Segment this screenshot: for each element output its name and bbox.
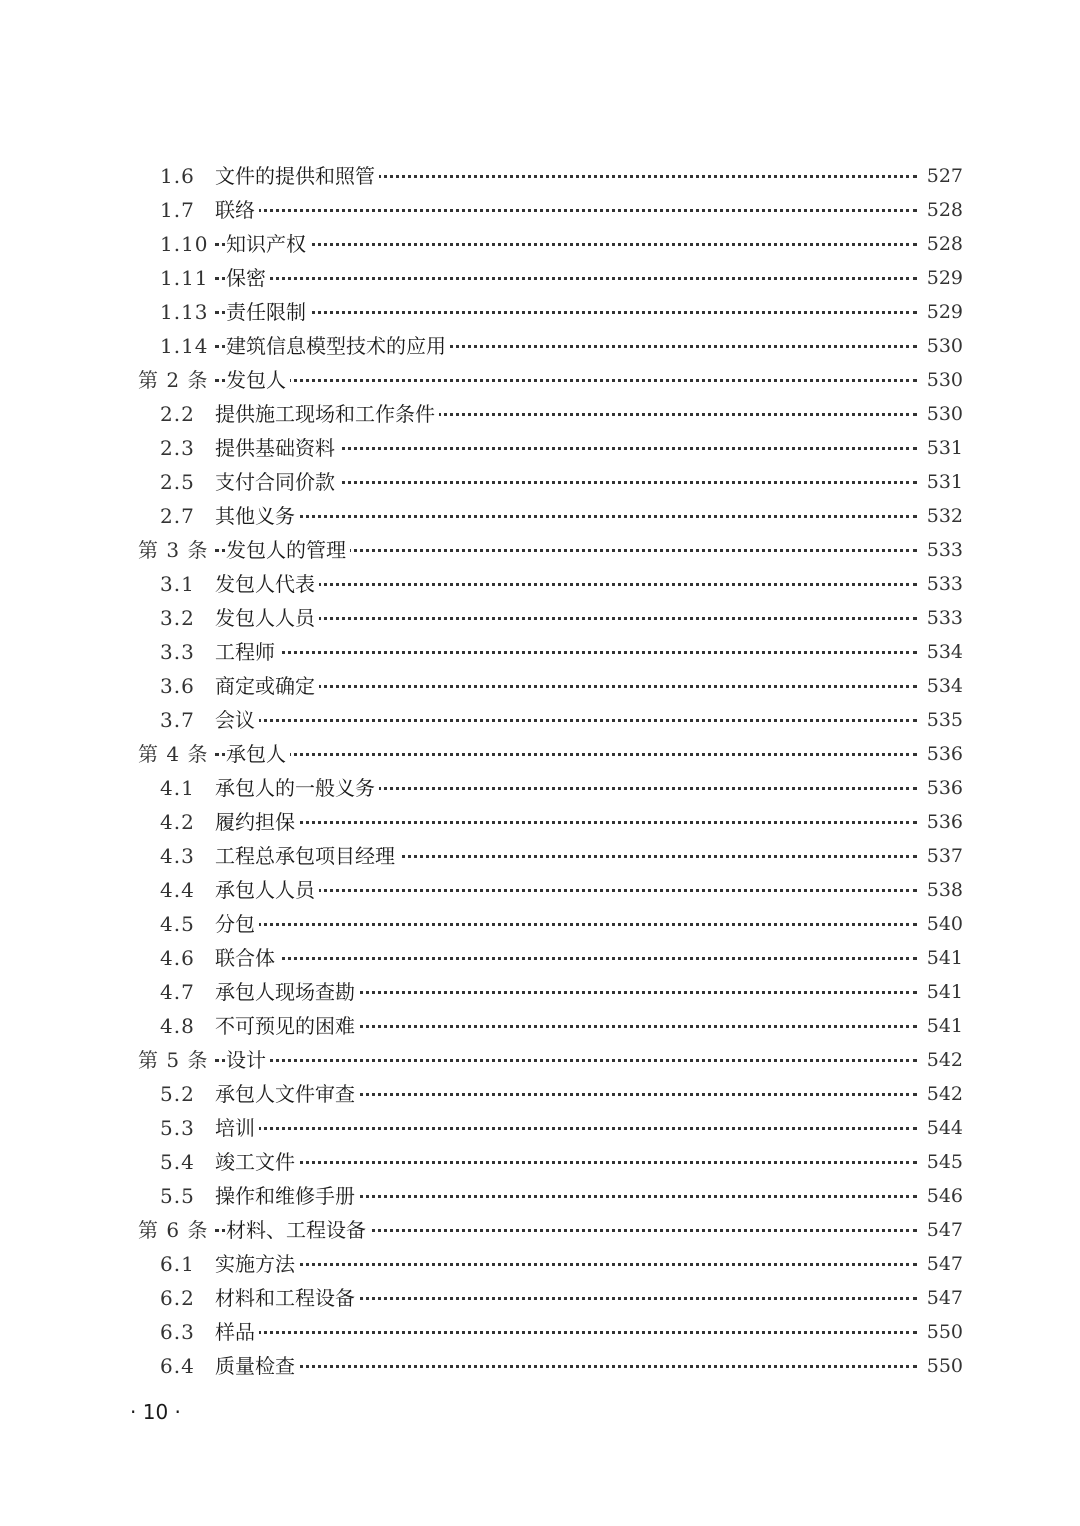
dot-leader [215,889,917,892]
dot-leader [215,753,917,756]
dot-leader [215,209,917,212]
toc-entry-title: 联合体 [215,941,279,975]
toc-entry-row [0,261,1080,295]
dot-leader [215,243,917,246]
toc-entry-number: 3.3 [160,640,195,664]
toc-entry-title: 发包人的管理 [226,533,350,567]
toc-entry-number: 4.3 [160,844,195,868]
toc-entry-title: 材料、工程设备 [226,1213,370,1247]
toc-entry-title: 承包人的一般义务 [215,771,379,805]
toc-entry-number: 4.8 [160,1014,195,1038]
toc-entry-number: 1.11 [160,266,209,290]
dot-leader [215,515,917,518]
toc-entry-number: 2.7 [160,504,195,528]
toc-article-row [0,1213,1080,1247]
toc-entry-row [0,499,1080,533]
toc-entry-row [0,941,1080,975]
toc-entry-page: 529 [926,301,963,323]
toc-entry-title: 竣工文件 [215,1145,299,1179]
toc-entry-title: 承包人 [226,737,290,771]
toc-entry-page: 544 [926,1117,963,1139]
toc-entry-page: 541 [926,1015,963,1037]
toc-entry-number: 3.7 [160,708,195,732]
toc-entry-number: 第 4 条 [138,742,209,766]
toc-entry-row [0,703,1080,737]
toc-entry-row [0,771,1080,805]
toc-entry-number: 4.7 [160,980,195,1004]
toc-entry-page: 530 [926,335,963,357]
toc-entry-number: 4.2 [160,810,195,834]
toc-entry-row [0,1009,1080,1043]
toc-entry-row [0,907,1080,941]
toc-article-row [0,737,1080,771]
toc-entry-number: 6.1 [160,1252,195,1276]
toc-entry-page: 537 [926,845,963,867]
toc-entry-number: 5.4 [160,1150,195,1174]
dot-leader [215,1263,917,1266]
toc-entry-title: 提供施工现场和工作条件 [215,397,439,431]
toc-entry-row [0,1077,1080,1111]
dot-leader [215,719,917,722]
toc-entry-title: 培训 [215,1111,259,1145]
toc-entry-row [0,329,1080,363]
toc-entry-page: 541 [926,947,963,969]
toc-entry-title: 其他义务 [215,499,299,533]
toc-entry-page: 528 [926,233,963,255]
toc-entry-row [0,227,1080,261]
toc-entry-title: 承包人现场查勘 [215,975,359,1009]
toc-entry-number: 1.13 [160,300,209,324]
toc-entry-row [0,1111,1080,1145]
dot-leader [215,923,917,926]
toc-entry-number: 第 6 条 [138,1218,209,1242]
toc-entry-title: 设计 [226,1043,270,1077]
toc-entry-row [0,1349,1080,1383]
dot-leader [215,1059,917,1062]
toc-entry-row [0,397,1080,431]
toc-entry-row [0,159,1080,193]
toc-entry-page: 536 [926,777,963,799]
dot-leader [215,821,917,824]
toc-entry-number: 1.6 [160,164,195,188]
toc-entry-number: 4.5 [160,912,195,936]
toc-entry-number: 第 5 条 [138,1048,209,1072]
toc-entry-number: 6.3 [160,1320,195,1344]
toc-entry-page: 529 [926,267,963,289]
toc-entry-row [0,1281,1080,1315]
toc-entry-page: 550 [926,1321,963,1343]
dot-leader [215,1331,917,1334]
toc-entry-page: 550 [926,1355,963,1377]
toc-entry-number: 3.1 [160,572,195,596]
dot-leader [215,1365,917,1368]
toc-entry-title: 分包 [215,907,259,941]
toc-entry-title: 实施方法 [215,1247,299,1281]
toc-entry-row [0,975,1080,1009]
toc-entry-page: 547 [926,1253,963,1275]
toc-entry-row [0,295,1080,329]
toc-entry-title: 支付合同价款 [215,465,339,499]
toc-entry-page: 533 [926,539,963,561]
toc-entry-page: 545 [926,1151,963,1173]
toc-entry-page: 532 [926,505,963,527]
toc-article-row [0,533,1080,567]
toc-entry-title: 操作和维修手册 [215,1179,359,1213]
toc-entry-row [0,839,1080,873]
toc-entry-number: 1.14 [160,334,209,358]
toc-entry-title: 承包人人员 [215,873,319,907]
toc-entry-row [0,567,1080,601]
toc-entry-row [0,431,1080,465]
dot-leader [215,1161,917,1164]
toc-entry-row [0,805,1080,839]
table-of-contents [0,159,1080,1383]
toc-entry-number: 2.3 [160,436,195,460]
toc-entry-title: 知识产权 [226,227,310,261]
toc-entry-page: 547 [926,1219,963,1241]
toc-entry-row [0,873,1080,907]
toc-entry-title: 建筑信息模型技术的应用 [226,329,450,363]
toc-entry-title: 发包人人员 [215,601,319,635]
toc-entry-number: 5.5 [160,1184,195,1208]
toc-entry-row [0,1315,1080,1349]
toc-entry-row [0,635,1080,669]
toc-entry-number: 4.6 [160,946,195,970]
toc-entry-number: 5.3 [160,1116,195,1140]
toc-entry-title: 质量检查 [215,1349,299,1383]
dot-leader [215,1127,917,1130]
toc-entry-title: 发包人代表 [215,567,319,601]
dot-leader [215,651,917,654]
toc-entry-number: 3.2 [160,606,195,630]
toc-entry-title: 责任限制 [226,295,310,329]
toc-entry-number: 1.10 [160,232,209,256]
dot-leader [215,617,917,620]
toc-entry-page: 535 [926,709,963,731]
toc-entry-page: 533 [926,607,963,629]
toc-entry-title: 样品 [215,1315,259,1349]
dot-leader [215,685,917,688]
toc-entry-row [0,193,1080,227]
toc-entry-page: 528 [926,199,963,221]
dot-leader [215,311,917,314]
toc-entry-number: 2.2 [160,402,195,426]
toc-entry-row [0,465,1080,499]
dot-leader [215,583,917,586]
toc-entry-page: 546 [926,1185,963,1207]
toc-entry-page: 531 [926,437,963,459]
toc-entry-number: 第 2 条 [138,368,209,392]
page-number: · 10 · [130,1400,181,1424]
toc-entry-number: 4.4 [160,878,195,902]
toc-entry-page: 527 [926,165,963,187]
dot-leader [215,957,917,960]
toc-entry-row [0,1247,1080,1281]
toc-entry-row [0,1145,1080,1179]
toc-entry-page: 534 [926,641,963,663]
toc-entry-title: 文件的提供和照管 [215,159,379,193]
toc-entry-page: 531 [926,471,963,493]
toc-entry-title: 提供基础资料 [215,431,339,465]
toc-entry-page: 542 [926,1083,963,1105]
toc-entry-page: 541 [926,981,963,1003]
toc-entry-title: 联络 [215,193,259,227]
toc-entry-row [0,669,1080,703]
toc-entry-title: 材料和工程设备 [215,1281,359,1315]
toc-entry-title: 工程师 [215,635,279,669]
toc-entry-number: 4.1 [160,776,195,800]
toc-entry-title: 会议 [215,703,259,737]
toc-entry-number: 1.7 [160,198,195,222]
toc-entry-title: 履约担保 [215,805,299,839]
toc-entry-row [0,1179,1080,1213]
toc-entry-title: 承包人文件审查 [215,1077,359,1111]
toc-entry-page: 530 [926,369,963,391]
toc-entry-page: 542 [926,1049,963,1071]
toc-entry-page: 536 [926,743,963,765]
toc-entry-number: 2.5 [160,470,195,494]
toc-entry-title: 发包人 [226,363,290,397]
toc-entry-title: 不可预见的困难 [215,1009,359,1043]
toc-entry-page: 530 [926,403,963,425]
toc-entry-row [0,601,1080,635]
toc-entry-number: 3.6 [160,674,195,698]
toc-entry-page: 547 [926,1287,963,1309]
toc-entry-title: 保密 [226,261,270,295]
dot-leader [215,277,917,280]
toc-entry-page: 534 [926,675,963,697]
toc-article-row [0,363,1080,397]
toc-entry-title: 工程总承包项目经理 [215,839,399,873]
toc-entry-page: 533 [926,573,963,595]
toc-entry-number: 第 3 条 [138,538,209,562]
toc-entry-page: 536 [926,811,963,833]
toc-entry-number: 6.2 [160,1286,195,1310]
toc-entry-number: 6.4 [160,1354,195,1378]
toc-entry-title: 商定或确定 [215,669,319,703]
toc-article-row [0,1043,1080,1077]
dot-leader [215,379,917,382]
toc-entry-page: 538 [926,879,963,901]
toc-entry-page: 540 [926,913,963,935]
toc-entry-number: 5.2 [160,1082,195,1106]
